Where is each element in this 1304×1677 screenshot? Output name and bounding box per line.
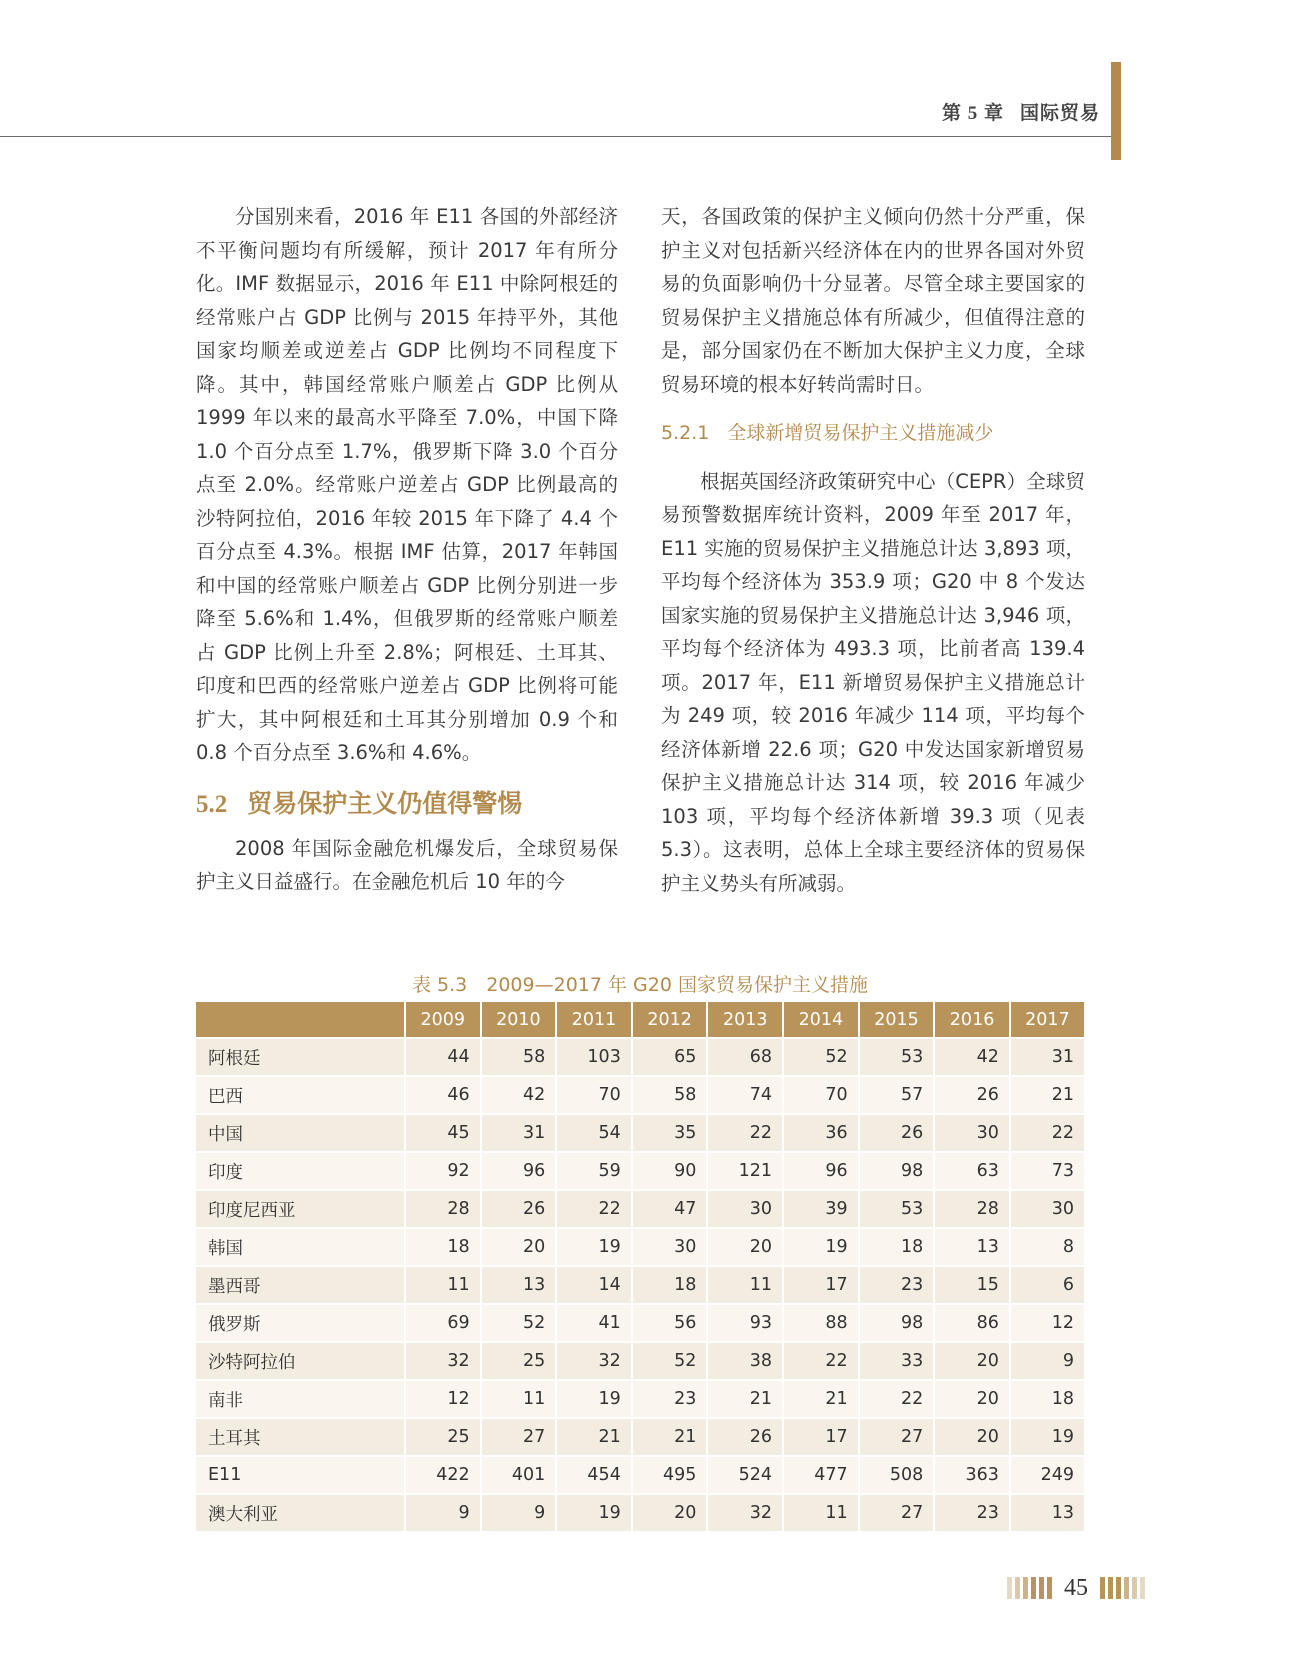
value-cell: 23: [632, 1380, 708, 1418]
country-cell: 印度: [196, 1152, 405, 1190]
value-cell: 23: [934, 1494, 1010, 1531]
value-cell: 28: [934, 1190, 1010, 1228]
value-cell: 12: [405, 1380, 481, 1418]
table-row: [196, 1342, 1084, 1380]
value-cell: 30: [1010, 1190, 1084, 1228]
subsection-number: 5.2.1: [661, 422, 710, 444]
value-cell: 63: [934, 1152, 1010, 1190]
table-row: [196, 1114, 1084, 1152]
year-header: 2009: [405, 1002, 481, 1038]
value-cell: 73: [1010, 1152, 1084, 1190]
value-cell: 22: [783, 1342, 859, 1380]
value-cell: 30: [707, 1190, 783, 1228]
value-cell: 70: [783, 1076, 859, 1114]
value-cell: 22: [707, 1114, 783, 1152]
value-cell: 26: [707, 1418, 783, 1456]
table-row: [196, 1228, 1084, 1266]
value-cell: 18: [632, 1266, 708, 1304]
value-cell: 21: [707, 1380, 783, 1418]
value-cell: 31: [1010, 1038, 1084, 1076]
value-cell: 42: [934, 1038, 1010, 1076]
right-column: [661, 200, 1085, 900]
value-cell: 15: [934, 1266, 1010, 1304]
country-cell: 巴西: [196, 1076, 405, 1114]
country-cell: 墨西哥: [196, 1266, 405, 1304]
value-cell: 96: [481, 1152, 557, 1190]
country-cell: 印度尼西亚: [196, 1190, 405, 1228]
table-header-row: [196, 1002, 1084, 1038]
header-accent-bar: [1111, 62, 1121, 160]
value-cell: 26: [481, 1190, 557, 1228]
value-cell: 53: [859, 1038, 935, 1076]
value-cell: 22: [859, 1380, 935, 1418]
value-cell: 11: [707, 1266, 783, 1304]
value-cell: 21: [632, 1418, 708, 1456]
value-cell: 9: [405, 1494, 481, 1531]
table-row: [196, 1190, 1084, 1228]
table-row: [196, 1456, 1084, 1494]
value-cell: 12: [1010, 1304, 1084, 1342]
chapter-title: 国际贸易: [1019, 103, 1100, 124]
value-cell: 59: [556, 1152, 632, 1190]
chapter-number: 第 5 章: [941, 103, 1004, 124]
country-cell: 土耳其: [196, 1418, 405, 1456]
value-cell: 18: [859, 1228, 935, 1266]
value-cell: 20: [707, 1228, 783, 1266]
subsection-heading: [661, 417, 1085, 451]
value-cell: 31: [481, 1114, 557, 1152]
value-cell: 18: [405, 1228, 481, 1266]
value-cell: 98: [859, 1152, 935, 1190]
table-row: [196, 1152, 1084, 1190]
table-body: [196, 1038, 1084, 1531]
value-cell: 68: [707, 1038, 783, 1076]
value-cell: 6: [1010, 1266, 1084, 1304]
value-cell: 28: [405, 1190, 481, 1228]
country-cell: 俄罗斯: [196, 1304, 405, 1342]
value-cell: 27: [859, 1494, 935, 1531]
country-cell: 中国: [196, 1114, 405, 1152]
value-cell: 121: [707, 1152, 783, 1190]
value-cell: 11: [405, 1266, 481, 1304]
value-cell: 92: [405, 1152, 481, 1190]
value-cell: 508: [859, 1456, 935, 1494]
table-row: [196, 1494, 1084, 1531]
value-cell: 8: [1010, 1228, 1084, 1266]
value-cell: 69: [405, 1304, 481, 1342]
country-cell: 沙特阿拉伯: [196, 1342, 405, 1380]
value-cell: 14: [556, 1266, 632, 1304]
year-header: 2011: [556, 1002, 632, 1038]
value-cell: 21: [556, 1418, 632, 1456]
value-cell: 88: [783, 1304, 859, 1342]
value-cell: 93: [707, 1304, 783, 1342]
value-cell: 13: [934, 1228, 1010, 1266]
value-cell: 70: [556, 1076, 632, 1114]
value-cell: 9: [481, 1494, 557, 1531]
value-cell: 44: [405, 1038, 481, 1076]
value-cell: 32: [405, 1342, 481, 1380]
value-cell: 13: [481, 1266, 557, 1304]
value-cell: 18: [1010, 1380, 1084, 1418]
value-cell: 11: [783, 1494, 859, 1531]
value-cell: 20: [481, 1228, 557, 1266]
year-header: 2013: [707, 1002, 783, 1038]
value-cell: 524: [707, 1456, 783, 1494]
section-heading: [196, 788, 618, 822]
value-cell: 65: [632, 1038, 708, 1076]
value-cell: 98: [859, 1304, 935, 1342]
value-cell: 11: [481, 1380, 557, 1418]
value-cell: 22: [1010, 1114, 1084, 1152]
value-cell: 33: [859, 1342, 935, 1380]
value-cell: 25: [481, 1342, 557, 1380]
value-cell: 39: [783, 1190, 859, 1228]
table-row: [196, 1418, 1084, 1456]
body-paragraph: 分国别来看，2016 年 E11 各国的外部经济不平衡问题均有所缓解，预计 2017 年有所分化。IMF 数据显示，2016 年 E11 中除阿根廷的经常账户占 GDP 比例与 2015 年持平外，其他国家均顺差或逆差占 GDP 比例均不同程度下降。其中，韩国经常账户顺差占 GDP 比例从 1999 年以来的最高水平降至 7.0%，中国下降 1.0 个百分点至 1.7%，俄罗斯下降 3.0 个百分点至 2.0%。经常账户逆差占 GDP 比例最高的沙特阿拉伯，2016 年较 2015 年下降了 4.4 个百分点至 4.3%。根据 IMF 估算，2017 年韩国和中国的经常账户顺差占 GDP 比例分别进一步降至 5.6%和 1.4%，但俄罗斯的经常账户顺差占 GDP 比例上升至 2.8%；阿根廷、土耳其、印度和巴西的经常账户逆差占 GDP 比例将可能扩大，其中阿根廷和土耳其分别增加 0.9 个和 0.8 个百分点至 3.6%和 4.6%。: [196, 205, 618, 764]
value-cell: 32: [556, 1342, 632, 1380]
value-cell: 42: [481, 1076, 557, 1114]
page-number: 45: [1064, 1574, 1088, 1601]
country-cell: E11: [196, 1456, 405, 1494]
value-cell: 90: [632, 1152, 708, 1190]
country-cell: 阿根廷: [196, 1038, 405, 1076]
table-row: [196, 1304, 1084, 1342]
value-cell: 20: [934, 1418, 1010, 1456]
value-cell: 46: [405, 1076, 481, 1114]
value-cell: 52: [632, 1342, 708, 1380]
value-cell: 47: [632, 1190, 708, 1228]
value-cell: 56: [632, 1304, 708, 1342]
value-cell: 19: [556, 1380, 632, 1418]
protection-measures-table: [196, 1002, 1084, 1531]
value-cell: 58: [632, 1076, 708, 1114]
value-cell: 103: [556, 1038, 632, 1076]
value-cell: 495: [632, 1456, 708, 1494]
value-cell: 19: [556, 1228, 632, 1266]
table-row: [196, 1266, 1084, 1304]
section-title: 贸易保护主义仍值得警惕: [247, 790, 523, 818]
value-cell: 27: [481, 1418, 557, 1456]
value-cell: 35: [632, 1114, 708, 1152]
value-cell: 19: [1010, 1418, 1084, 1456]
year-header: 2016: [934, 1002, 1010, 1038]
value-cell: 41: [556, 1304, 632, 1342]
value-cell: 58: [481, 1038, 557, 1076]
value-cell: 9: [1010, 1342, 1084, 1380]
value-cell: 249: [1010, 1456, 1084, 1494]
value-cell: 422: [405, 1456, 481, 1494]
header-rule: [0, 136, 1120, 137]
value-cell: 23: [859, 1266, 935, 1304]
page-footer: [1007, 1573, 1145, 1603]
value-cell: 21: [1010, 1076, 1084, 1114]
year-header: 2017: [1010, 1002, 1084, 1038]
value-cell: 26: [859, 1114, 935, 1152]
year-header: 2010: [481, 1002, 557, 1038]
value-cell: 21: [783, 1380, 859, 1418]
value-cell: 54: [556, 1114, 632, 1152]
value-cell: 26: [934, 1076, 1010, 1114]
table-corner-cell: [196, 1002, 405, 1038]
value-cell: 74: [707, 1076, 783, 1114]
body-paragraph: 根据英国经济政策研究中心（CEPR）全球贸易预警数据库统计资料，2009 年至 2017 年，E11 实施的贸易保护主义措施总计达 3,893 项，平均每个经济体为 353.9 项；G20 中 8 个发达国家实施的贸易保护主义措施总计达 3,946 项，平均每个经济体为 493.3 项，比前者高 139.4 项。2017 年，E11 新增贸易保护主义措施总计为 249 项，较 2016 年减少 114 项，平均每个经济体新增 22.6 项；G20 中发达国家新增贸易保护主义措施总计达 314 项，较 2016 年减少 103 项，平均每个经济体新增 39.3 项（见表 5.3）。这表明，总体上全球主要经济体的贸易保护主义势头有所减弱。: [661, 469, 1085, 895]
left-column: [196, 200, 618, 899]
value-cell: 363: [934, 1456, 1010, 1494]
value-cell: 17: [783, 1418, 859, 1456]
value-cell: 22: [556, 1190, 632, 1228]
table-row: [196, 1380, 1084, 1418]
value-cell: 36: [783, 1114, 859, 1152]
value-cell: 57: [859, 1076, 935, 1114]
value-cell: 13: [1010, 1494, 1084, 1531]
value-cell: 30: [632, 1228, 708, 1266]
value-cell: 38: [707, 1342, 783, 1380]
value-cell: 27: [859, 1418, 935, 1456]
value-cell: 53: [859, 1190, 935, 1228]
table-caption: 表 5.3 2009—2017 年 G20 国家贸易保护主义措施: [412, 974, 868, 996]
running-header: [942, 98, 1100, 125]
country-cell: 韩国: [196, 1228, 405, 1266]
value-cell: 19: [556, 1494, 632, 1531]
value-cell: 20: [632, 1494, 708, 1531]
footer-stripes-left: [1007, 1577, 1052, 1599]
year-header: 2012: [632, 1002, 708, 1038]
country-cell: 澳大利亚: [196, 1494, 405, 1531]
value-cell: 20: [934, 1342, 1010, 1380]
value-cell: 20: [934, 1380, 1010, 1418]
table-row: [196, 1076, 1084, 1114]
value-cell: 32: [707, 1494, 783, 1531]
value-cell: 401: [481, 1456, 557, 1494]
value-cell: 52: [481, 1304, 557, 1342]
value-cell: 30: [934, 1114, 1010, 1152]
value-cell: 17: [783, 1266, 859, 1304]
value-cell: 45: [405, 1114, 481, 1152]
year-header: 2015: [859, 1002, 935, 1038]
year-header: 2014: [783, 1002, 859, 1038]
value-cell: 86: [934, 1304, 1010, 1342]
table-row: [196, 1038, 1084, 1076]
footer-stripes-right: [1100, 1577, 1145, 1599]
value-cell: 25: [405, 1418, 481, 1456]
value-cell: 96: [783, 1152, 859, 1190]
body-paragraph: 2008 年国际金融危机爆发后，全球贸易保护主义日益盛行。在金融危机后 10 年的今: [196, 836, 618, 893]
section-number: 5.2: [196, 790, 228, 818]
subsection-title: 全球新增贸易保护主义措施减少: [727, 422, 994, 444]
body-paragraph: 天，各国政策的保护主义倾向仍然十分严重，保护主义对包括新兴经济体在内的世界各国对外贸易的负面影响仍十分显著。尽管全球主要国家的贸易保护主义措施总体有所减少，但值得注意的是，部分国家仍在不断加大保护主义力度，全球贸易环境的根本好转尚需时日。: [661, 205, 1085, 396]
country-cell: 南非: [196, 1380, 405, 1418]
value-cell: 19: [783, 1228, 859, 1266]
value-cell: 52: [783, 1038, 859, 1076]
value-cell: 454: [556, 1456, 632, 1494]
value-cell: 477: [783, 1456, 859, 1494]
